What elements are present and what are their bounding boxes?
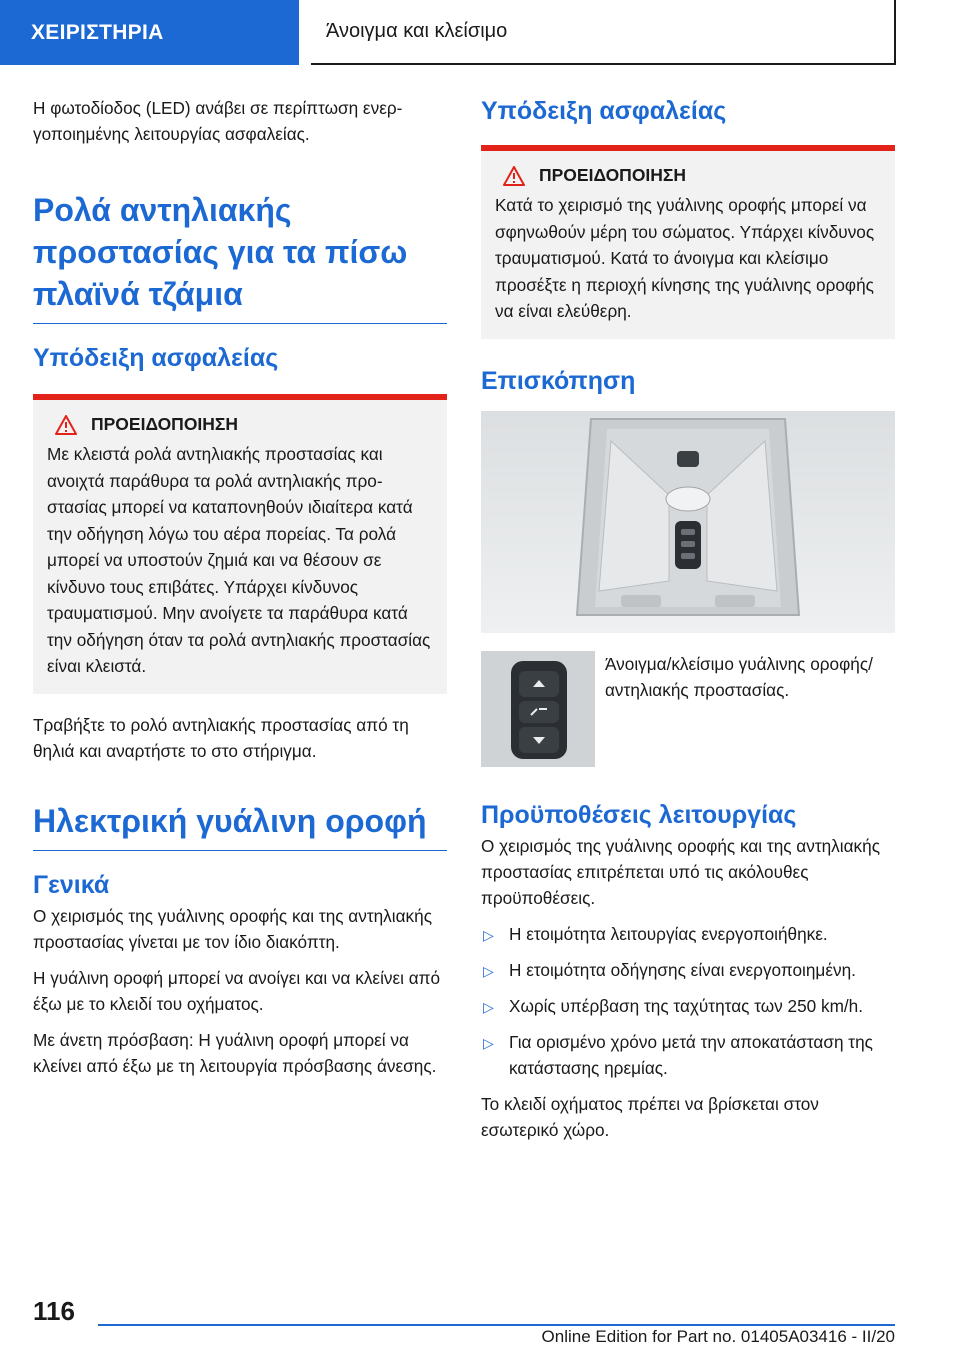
bullet-triangle-icon: ▷ bbox=[483, 926, 494, 943]
key-location-note: Το κλειδί οχήματος πρέπει να βρίσκεται στον εσωτερικό χώρο. bbox=[481, 1093, 819, 1140]
warning-header-left bbox=[47, 414, 433, 435]
general-paragraph-2: Η γυάλινη οροφή μπορεί να ανοίγει και να κλείνει από έξω με το κλειδί του οχήματος. bbox=[33, 967, 441, 1014]
heading-safety-note-left: Υπόδειξη ασφαλείας bbox=[33, 344, 279, 372]
bullet-triangle-icon: ▷ bbox=[483, 1034, 494, 1051]
warning-label-right: ΠΡΟΕΙΔΟΠΟΙΗΣΗ bbox=[539, 165, 687, 185]
heading-conditions: Προϋποθέσεις λειτουργίας bbox=[481, 800, 797, 829]
warning-text-right: Κατά το χειρισμό της γυάλινης οροφής μπορεί να σφηνωθούν μέρη του σώματος. Υπάρχει κίνδυνος τραυματισμού. Κατά το άνοιγμα και κλείσιμο προσέξτε η περιοχή κίνησης της γυάλινης οροφής να είναι ελεύθερη. bbox=[495, 195, 875, 321]
warning-triangle-icon bbox=[503, 166, 525, 186]
warning-box-left bbox=[33, 394, 447, 694]
list-item: ▷ Για ορισμένο χρόνο μετά την αποκατάσταση της κατάστασης ηρεμίας. bbox=[483, 1031, 873, 1078]
bullet-triangle-icon: ▷ bbox=[483, 998, 494, 1015]
image-caption: Άνοιγμα/κλείσιμο γυάλινης οροφής/αντηλιακής προστασίας. bbox=[605, 653, 873, 700]
warning-header-right bbox=[495, 165, 881, 186]
header-section-tab bbox=[0, 0, 299, 65]
switch-closeup-illustration bbox=[481, 651, 595, 767]
header-chapter bbox=[311, 0, 896, 65]
overhead-console-image bbox=[481, 411, 895, 633]
list-item: ▷ Η ετοιμότητα λειτουργίας ενεργοποιήθηκε. bbox=[481, 921, 895, 947]
general-paragraph-3: Με άνετη πρόσβαση: Η γυάλινη οροφή μπορεί να κλείνει από έξω με τη λειτουργία πρόσβασης άνεσης. bbox=[33, 1029, 437, 1076]
bullet-triangle-icon: ▷ bbox=[483, 962, 494, 979]
heading-overview: Επισκόπηση bbox=[481, 366, 636, 395]
page-number: 116 bbox=[33, 1296, 75, 1326]
list-item: ▷ Η ετοιμότητα οδήγησης είναι ενεργοποιημένη. bbox=[481, 957, 895, 983]
list-item: ▷ Χωρίς υπέρβαση της ταχύτητας των 250 km/h. bbox=[481, 993, 895, 1019]
intro-paragraph: Η φωτοδίοδος (LED) ανάβει σε περίπτωση ενεργοποιημένης λειτουργίας ασφαλείας. bbox=[33, 98, 403, 144]
switch-closeup-image bbox=[481, 651, 595, 767]
warning-box-right bbox=[481, 145, 895, 339]
warning-label-left: ΠΡΟΕΙΔΟΠΟΙΗΣΗ bbox=[91, 414, 239, 434]
conditions-list bbox=[481, 921, 895, 1081]
heading-sunblinds: Ρολά αντηλιακής προστασίας για τα πίσω πλαϊνά τζάμια bbox=[33, 189, 447, 324]
left-column bbox=[33, 95, 447, 1089]
heading-general: Γενικά bbox=[33, 870, 110, 899]
overhead-console-illustration bbox=[481, 411, 895, 633]
footer-edition: Online Edition for Part no. 01405A03416 - II/20 bbox=[541, 1327, 895, 1346]
footer-divider bbox=[98, 1324, 895, 1326]
conditions-intro: Ο χειρισμός της γυάλινης οροφής και της αντηλιακής προστασίας επιτρέπεται υπό τις ακόλουθες προϋποθέσεις. bbox=[481, 835, 880, 908]
heading-glass-roof: Ηλεκτρική γυάλινη οροφή bbox=[33, 800, 447, 851]
general-paragraph-1: Ο χειρισμός της γυάλινης οροφής και της αντηλιακής προστασίας γίνεται με τον ίδιο διακόπτη. bbox=[33, 905, 432, 952]
header-chapter-label: Άνοιγμα και κλείσιμο bbox=[326, 20, 508, 42]
right-column bbox=[481, 95, 895, 1153]
heading-safety-note-right: Υπόδειξη ασφαλείας bbox=[481, 97, 727, 125]
header-section-label: ΧΕΙΡΙΣΤΗΡΙΑ bbox=[31, 20, 164, 44]
overview-detail-row bbox=[481, 651, 895, 767]
warning-triangle-icon bbox=[55, 415, 77, 435]
warning-text-left: Με κλειστά ρολά αντηλιακής προστασίας και ανοιχτά παράθυρα τα ρολά αντηλιακής προστασίας μπορεί να καταπονηθούν ιδιαίτερα κατά την οδήγηση λόγω του αέρα πορείας. Τα ρολά μπορεί να υποστούν ζημιά και να θέσουν σε κίνδυνο τους επιβάτες. Υπάρχει κίνδυνος τραυματισμού. Μην ανοίγετε τα παράθυρα κατά την οδήγηση όταν τα ρολά αντηλιακής προστασίας είναι κλειστά. bbox=[47, 444, 431, 676]
pull-instruction: Τραβήξτε το ρολό αντηλιακής προστασίας από τη θηλιά και αναρτήστε το στο στήριγμα. bbox=[33, 714, 409, 761]
